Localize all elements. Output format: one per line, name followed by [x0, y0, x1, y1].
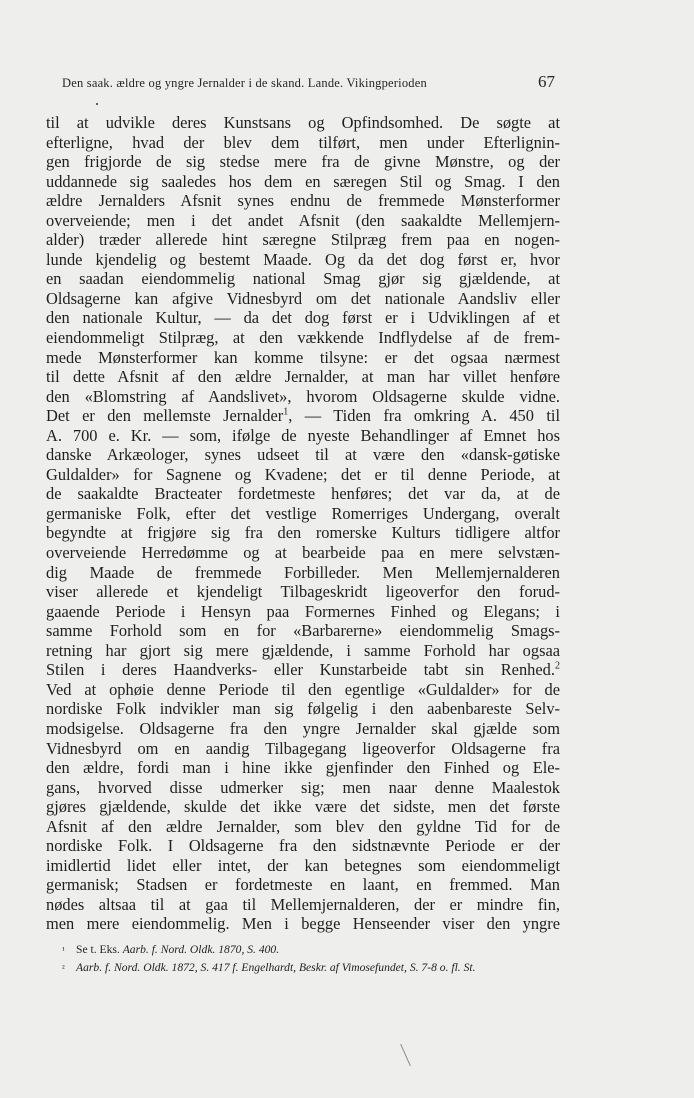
text-line: en saadan eiendommelig national Smag gjør sig gjældende, at — [46, 269, 560, 289]
text-line: mede Mønsterformer kan komme tilsyne: er det ogsaa nærmest — [46, 347, 560, 367]
text-line: Oldsagerne kan afgive Vidnesbyrd om det nationale Aandsliv eller — [46, 288, 560, 308]
paper-scratch — [400, 1044, 411, 1066]
text-line: imidlertid lidet eller intet, der kan betegnes som eiendommeligt — [46, 855, 560, 875]
text-line: nordiske Folk indvikler man sig følgelig i den aabenbareste Selv- — [46, 699, 560, 719]
text-line: overveiende Herredømme og at bearbeide paa en mere selvstæn- — [46, 543, 560, 563]
page-number: 67 — [538, 72, 555, 91]
text-line: lunde kjendelig og bestemt Maade. Og da det dog først er, hvor — [46, 249, 560, 269]
text-line: Vidnesbyrd om en aandig Tilbagegang ligeoverfor Oldsagerne fra — [46, 738, 560, 758]
text-line: til at udvikle deres Kunstsans og Opfindsomhed. De søgte at — [46, 113, 560, 132]
text-line: overveiende; men i det andet Afsnit (den saakaldte Mellemjern- — [46, 210, 560, 230]
body-text — [46, 113, 560, 934]
text-line: viser allerede et kjendeligt Tilbageskridt ligeoverfor den forud- — [46, 582, 560, 602]
footnote — [62, 941, 562, 959]
text-line: gjøres gjældende, skulde det ikke være det sidste, men det første — [46, 797, 560, 817]
text-line: Afsnit af den ældre Jernalder, som blev den gyldne Tid for de — [46, 816, 560, 836]
text-line: Ved at ophøie denne Periode til den egentlige «Guldalder» for de — [46, 679, 560, 699]
text-line: til dette Afsnit af den ældre Jernalder, at man har villet henføre — [46, 367, 560, 387]
text-line: gen frigjorde de sig stedse mere fra de givne Mønstre, og der — [46, 152, 560, 172]
footnote-mark: ² — [62, 963, 65, 973]
footnote — [62, 959, 562, 977]
text-line: danske Arkæologer, synes udseet til at være den «dansk-gøtiske — [46, 445, 560, 465]
print-speck — [96, 103, 98, 105]
text-line: nødes altsaa til at gaa til Mellemjernalderen, der er mindre fin, — [46, 894, 560, 914]
text-line: den «Blomstring af Aandslivet», hvorom Oldsagerne skulde vidne. — [46, 386, 560, 406]
text-line: efterligne, hvad der blev dem tilført, men under Efterlignin- — [46, 132, 560, 152]
text-line: dig Maade de fremmede Forbilleder. Men Mellemjernalderen — [46, 562, 560, 582]
text-line: nordiske Folk. I Oldsagerne fra den sidstnævnte Periode er der — [46, 836, 560, 856]
text-line: begyndte at frigjøre sig fra den romerske Kulturs tidligere altfor — [46, 523, 560, 543]
footnote-mark: ¹ — [62, 945, 65, 955]
text-line: modsigelse. Oldsagerne fra den yngre Jernalder skal gjælde som — [46, 718, 560, 738]
text-line: men mere eiendommelig. Men i begge Henseender viser den yngre — [46, 914, 560, 934]
text-line: Det er den mellemste Jernalder$^1$, — Tiden fra omkring A. 450 til — [46, 406, 560, 426]
text-line: Stilen i deres Haandverks- eller Kunstarbeide tabt sin Renhed.$^2$ — [46, 660, 560, 680]
footnote-text: Aarb. f. Nord. Oldk. 1870, S. 400. — [122, 943, 280, 956]
text-line: uddannede sig saaledes hos dem en særegen Stil og Smag. I den — [46, 171, 560, 191]
footnotes — [62, 941, 562, 977]
text-line: gaaende Periode i Hensyn paa Formernes Finhed og Elegans; i — [46, 601, 560, 621]
footnote-lead: Se t. Eks. — [76, 943, 120, 956]
text-line: germanisk; Stadsen er fordetmeste en laant, en fremmed. Man — [46, 875, 560, 895]
text-line: alder) træder allerede hint særegne Stilpræg frem paa en nogen- — [46, 230, 560, 250]
text-line: den ældre, fordi man i hine ikke gjenfinder den Finhed og Ele- — [46, 758, 560, 778]
text-line: samme Forhold som en for «Barbarerne» eiendommelig Smags- — [46, 621, 560, 641]
text-line: eiendommeligt Stilpræg, at den vækkende Indflydelse af de frem- — [46, 328, 560, 348]
text-line: retning har gjort sig mere gjældende, i samme Forhold har ogsaa — [46, 640, 560, 660]
text-line: ældre Jernalders Afsnit synes endnu de fremmede Mønsterformer — [46, 191, 560, 211]
text-line: de saakaldte Bracteater fordetmeste henføres; det var da, at de — [46, 484, 560, 504]
footnote-text: Aarb. f. Nord. Oldk. 1872, S. 417 f. Engelhardt, Beskr. af Vimosefundet, S. 7-8 o. fl. St. — [76, 961, 476, 974]
text-line: den nationale Kultur, — da det dog først er i Udviklingen af et — [46, 308, 560, 328]
running-title: Den saak. ældre og yngre Jernalder i de skand. Lande. Vikingperioden — [62, 76, 427, 90]
text-line: A. 700 e. Kr. — som, ifølge de nyeste Behandlinger af Emnet hos — [46, 425, 560, 445]
text-line: Guldalder» for Sagnene og Kvadene; det er til denne Periode, at — [46, 464, 560, 484]
text-line: germaniske Folk, efter det vestlige Romerriges Undergang, overalt — [46, 503, 560, 523]
text-line: gans, hvorved disse udmerker sig; men naar denne Maalestok — [46, 777, 560, 797]
